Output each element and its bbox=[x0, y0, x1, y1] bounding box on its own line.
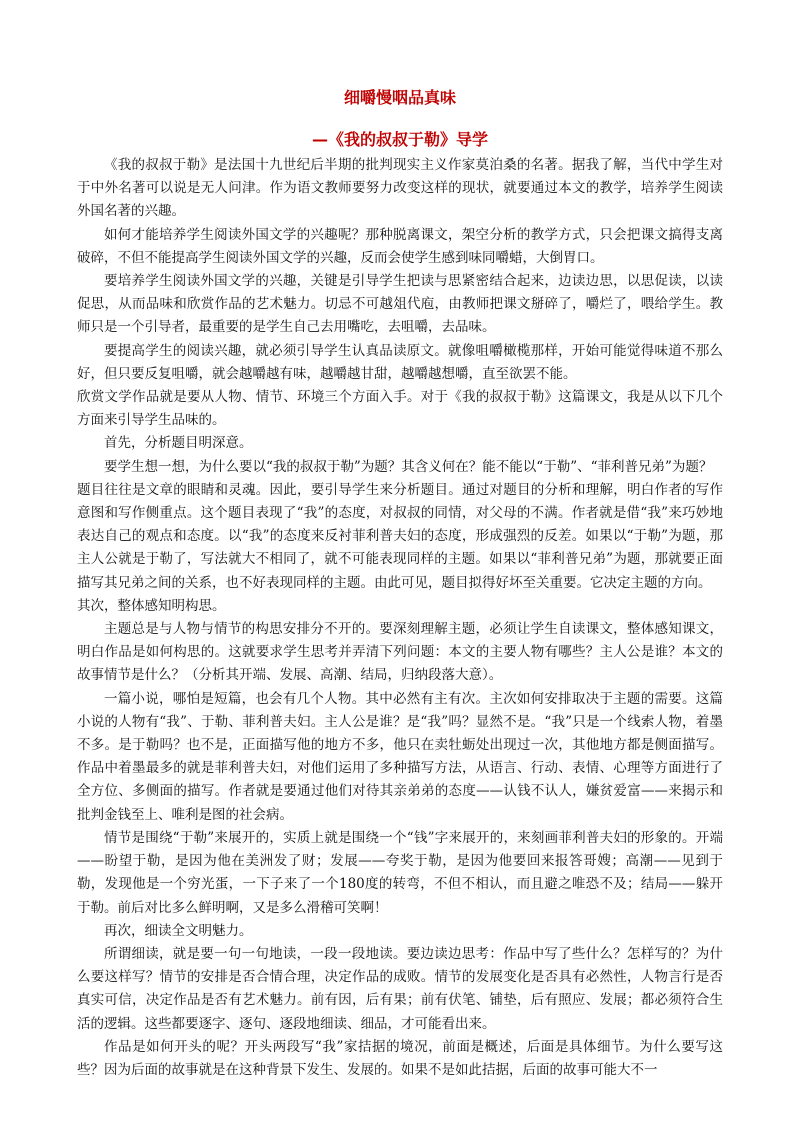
document-title: 细嚼慢咽品真味 bbox=[343, 88, 456, 107]
paragraph: 欣赏文学作品就是要从人物、情节、环境三个方面入手。对于《我的叔叔于勒》这篇课文，我是从以下几个方面来引导学生品味的。 bbox=[77, 389, 723, 429]
paragraph: 要学生想一想，为什么要以“我的叔叔于勒”为题？其含义何在？能不能以“于勒”、“菲利普兄弟”为题？ bbox=[104, 458, 713, 475]
paragraph: 所谓细读，就是要一句一句地读，一段一段地读。要边读边思考：作品中写了些什么？怎样写的？为什么要这样写？情节的安排是否合情合理，决定作品的成败。情节的发展变化是否具有必然性，人物言行是否真实可信，决定作品是否有艺术魅力。前有因，后有果；前有伏笔、铺垫，后有照应、发展；都必须符合生活的逻辑。这些都要逐字、逐句、逐段地细读、细品，才可能看出来。 bbox=[77, 945, 723, 1032]
paragraph: 《我的叔叔于勒》是法国十九世纪后半期的批判现实主义作家莫泊桑的名著。据我了解，当代中学生对于中外名著可以说是无人问津。作为语文教师要努力改变这样的现状，就要通过本文的教学，培养学生阅读外国名著的兴趣。 bbox=[77, 157, 723, 220]
paragraph: 要培养学生阅读外国文学的兴趣，关键是引导学生把读与思紧密结合起来，边读边思，以思促读，以读促思，从而品味和欣赏作品的艺术魅力。切忌不可越俎代庖，由教师把课文掰碎了，嚼烂了，喂给学生。教师只是一个引导者，最重要的是学生自己去用嘴吃，去咀嚼，去品味。 bbox=[77, 273, 723, 336]
paragraph: 一篇小说，哪怕是短篇，也会有几个人物。其中必然有主有次。主次如何安排取决于主题的需要。这篇小说的人物有“我”、于勒、菲利普夫妇。主人公是谁？是“我”吗？显然不是。“我”只是一个线索人物，着墨不多。是于勒吗？也不是，正面描写他的地方不多，他只在卖牡蛎处出现过一次，其他地方都是侧面描写。作品中着墨最多的就是菲利普夫妇，对他们运用了多种描写方法，从语言、行动、表情、心理等方面进行了全方位、多侧面的描写。作者就是要通过他们对待其亲弟弟的态度——认钱不认人，嫌贫爱富——来揭示和批判金钱至上、唯利是图的社会病。 bbox=[77, 690, 723, 823]
paragraph: 情节是围绕“于勒”来展开的，实质上就是围绕一个“钱”字来展开的，来刻画菲利普夫妇的形象的。开端——盼望于勒，是因为他在美洲发了财；发展——夸奖于勒，是因为他要回来报答哥嫂；高潮——见到于勒，发现他是一个穷光蛋，一下子来了一个180度的转弯，不但不相认，而且避之唯恐不及；结局——躲开于勒。前后对比多么鲜明啊，又是多么滑稽可笑啊！ bbox=[77, 829, 723, 916]
document-subtitle: —《我的叔叔于勒》导学 bbox=[311, 130, 488, 149]
section-heading: 再次，细读全文明魅力。 bbox=[104, 922, 253, 939]
document-body bbox=[77, 154, 723, 1082]
paragraph: 题目往往是文章的眼睛和灵魂。因此，要引导学生来分析题目。通过对题目的分析和理解，明白作者的写作意图和写作侧重点。这个题目表现了“我”的态度，对叔叔的同情，对父母的不满。作者就是借“我”来巧妙地表达自己的观点和态度。以“我”的态度来反衬菲利普夫妇的态度，形成强烈的反差。如果以“于勒”为题，那主人公就是于勒了，写法就大不相同了，就不可能表现同样的主题。如果以“菲利普兄弟”为题，那就要正面描写其兄弟之间的关系，也不好表现同样的主题。由此可见，题目拟得好坏至关重要。它决定主题的方向。 bbox=[77, 481, 723, 591]
section-heading: 其次，整体感知明构思。 bbox=[77, 597, 226, 614]
paragraph: 要提高学生的阅读兴趣，就必须引导学生认真品读原文。就像咀嚼橄榄那样，开始可能觉得味道不那么好，但只要反复咀嚼，就会越嚼越有味，越嚼越甘甜，越嚼越想嚼，直至欲罢不能。 bbox=[77, 342, 723, 382]
paragraph: 如何才能培养学生阅读外国文学的兴趣呢？那种脱离课文，架空分析的教学方式，只会把课文搞得支离破碎，不但不能提高学生阅读外国文学的兴趣，反而会使学生感到味同嚼蜡，大倒胃口。 bbox=[77, 226, 723, 266]
section-heading: 首先，分析题目明深意。 bbox=[104, 435, 253, 452]
paragraph: 作品是如何开头的呢？开头两段写“我”家拮据的境况，前面是概述，后面是具体细节。为什么要写这些？因为后面的故事就是在这种背景下发生、发展的。如果不是如此拮据，后面的故事可能大不一 bbox=[77, 1038, 723, 1078]
paragraph: 主题总是与人物与情节的构思安排分不开的。要深刻理解主题，必须让学生自读课文，整体感知课文，明白作品是如何构思的。这就要求学生思考并弄清下列问题：本文的主要人物有哪些？主人公是谁？本文的故事情节是什么？（分析其开端、发展、高潮、结局，归纳段落大意）。 bbox=[77, 621, 723, 684]
